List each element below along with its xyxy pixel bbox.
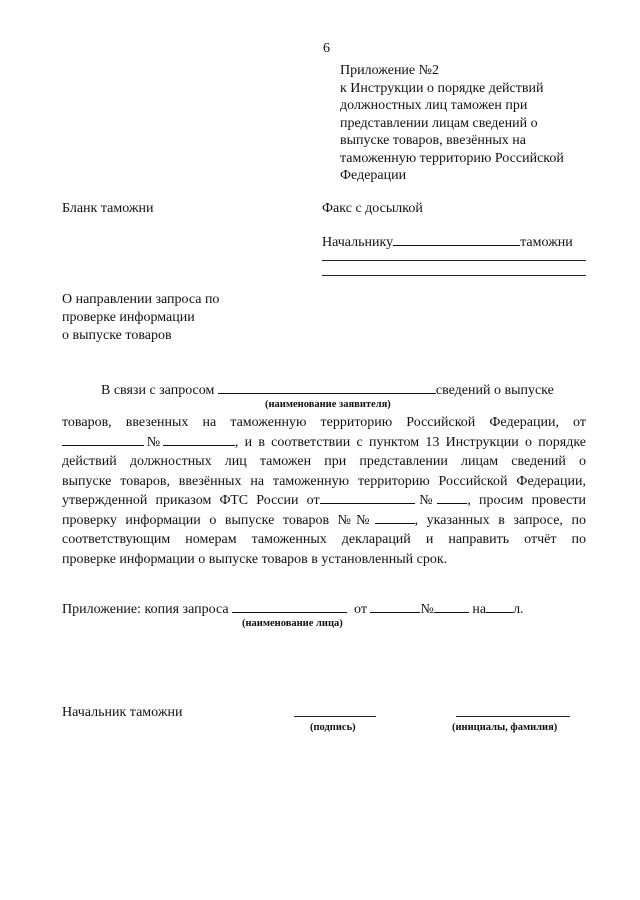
appendix-header-line: представлении лицам сведений о — [340, 115, 538, 131]
appendix-header-line: к Инструкции о порядке действий — [340, 80, 544, 96]
attachment-from: от — [354, 602, 367, 617]
attachment-line — [62, 600, 524, 618]
body-line-7-suffix: , указанных в запросе, по — [414, 512, 586, 528]
subject-line: О направлении запроса по — [62, 292, 220, 307]
body-line-1 — [101, 381, 554, 399]
appendix-header — [340, 62, 564, 185]
appendix-header-line: Приложение №2 — [340, 63, 439, 78]
addressee-extra-line-2[interactable] — [322, 275, 586, 276]
subject-line: о выпуске товаров — [62, 328, 172, 343]
number-sign: № — [414, 493, 438, 508]
body-line-8: соответствующим номерам таможенных деклараций и направить отчёт по — [62, 532, 586, 547]
signature-blank[interactable] — [294, 716, 376, 717]
attachment-prefix: Приложение: копия запроса — [62, 602, 229, 617]
body-line-9: проверке информации о выпуске товаров в установленный срок. — [62, 551, 448, 567]
addressee-extra-line-1[interactable] — [322, 260, 586, 261]
body-line-1-suffix: сведений о выпуске — [435, 383, 554, 398]
appendix-header-line: таможенную территорию Российской — [340, 150, 564, 166]
body-line-2: товаров, ввезенных на таможенную территорию Российской Федерации, от — [62, 415, 586, 430]
attachment-date-blank[interactable] — [370, 600, 420, 613]
person-caption: (наименование лица) — [242, 618, 343, 629]
attachment-no: № — [420, 602, 434, 617]
order-number-blank[interactable] — [437, 491, 467, 504]
request-date-blank[interactable] — [62, 433, 144, 446]
body-line-3 — [62, 433, 586, 453]
customs-letterhead-label: Бланк таможни — [62, 201, 154, 216]
subject-block — [62, 291, 219, 345]
addressee-suffix: таможни — [520, 235, 573, 250]
applicant-caption: (наименование заявителя) — [265, 399, 391, 410]
applicant-blank[interactable] — [218, 381, 436, 394]
body-line-7 — [62, 511, 586, 531]
request-number-blank[interactable] — [163, 433, 235, 446]
signatory-title: Начальник таможни — [62, 705, 183, 720]
body-line-4: действий должностных лиц таможен при представлении лицам сведений о — [62, 454, 586, 469]
body-line-6-prefix: утвержденной приказом ФТС России от — [62, 493, 320, 508]
subject-line: проверке информации — [62, 310, 195, 325]
attachment-sheets: л. — [513, 602, 524, 617]
page-number: 6 — [323, 41, 330, 56]
appendix-header-line: Федерации — [340, 168, 407, 183]
fax-note: Факс с досылкой — [322, 201, 423, 216]
appendix-header-line: выпуске товаров, ввезённых на — [340, 133, 526, 148]
number-sign: № — [144, 434, 163, 450]
attachment-on: на — [472, 602, 487, 617]
body-line-3-suffix: , и в соответствии с пунктом 13 Инструкции о порядке — [234, 434, 586, 450]
goods-numbers-blank[interactable] — [375, 511, 415, 524]
attachment-sheets-blank[interactable] — [486, 600, 513, 613]
name-caption: (инициалы, фамилия) — [452, 722, 558, 733]
name-blank[interactable] — [456, 716, 570, 717]
addressee-line — [322, 233, 573, 251]
addressee-blank[interactable] — [393, 233, 520, 246]
body-line-6-suffix: , просим провести — [467, 493, 586, 508]
attachment-number-blank[interactable] — [434, 600, 469, 613]
attachment-person-blank[interactable] — [232, 600, 347, 613]
body-line-6 — [62, 491, 586, 511]
appendix-header-line: должностных лиц таможен при — [340, 98, 528, 113]
body-line-1-prefix: В связи с запросом — [101, 383, 215, 398]
body-line-7-prefix: проверку информации о выпуске товаров №№ — [62, 512, 375, 528]
body-line-5: выпуске товаров, ввезённых на таможенную территорию Российской Федерации, — [62, 473, 586, 489]
signature-caption: (подпись) — [310, 722, 356, 733]
body-paragraph — [62, 413, 586, 569]
addressee-prefix: Начальнику — [322, 235, 394, 250]
order-date-blank[interactable] — [320, 491, 415, 504]
